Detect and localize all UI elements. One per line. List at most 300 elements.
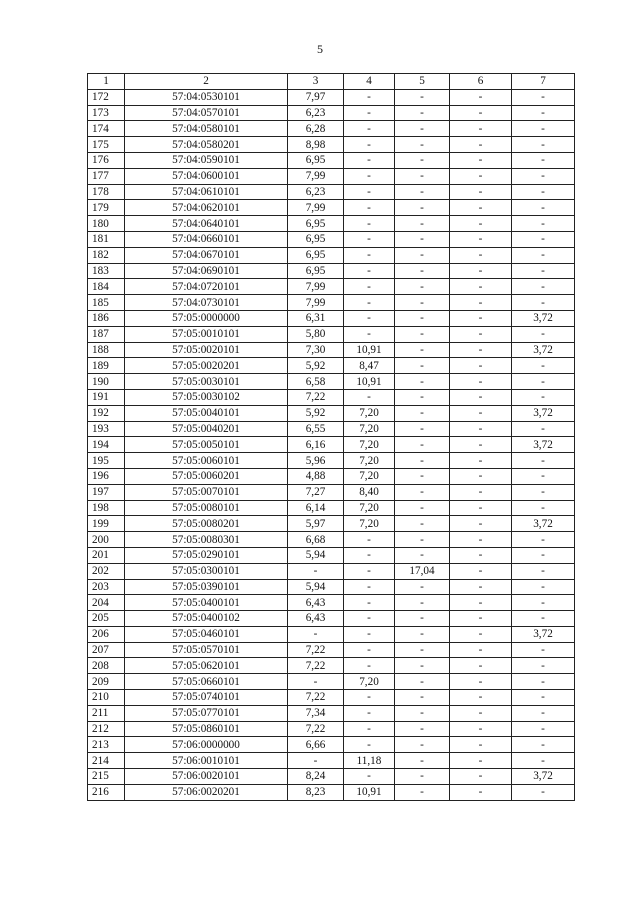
table-cell: - (450, 247, 512, 263)
table-cell: - (450, 184, 512, 200)
table-cell: 6,28 (288, 121, 344, 137)
column-header: 5 (395, 74, 450, 90)
table-cell: - (512, 326, 575, 342)
table-cell: - (395, 374, 450, 390)
table-row (88, 484, 575, 500)
table-cell: - (450, 358, 512, 374)
table-cell: 186 (88, 310, 125, 326)
table-cell: - (512, 358, 575, 374)
table-cell: 179 (88, 200, 125, 216)
table-cell: - (395, 184, 450, 200)
table-cell: 7,20 (344, 405, 395, 421)
table-cell: 5,92 (288, 405, 344, 421)
table-cell: 200 (88, 532, 125, 548)
table-cell: - (344, 547, 395, 563)
table-cell: - (512, 231, 575, 247)
table-cell: - (344, 626, 395, 642)
table-cell: 57:05:0290101 (125, 547, 288, 563)
table-cell: - (512, 563, 575, 579)
table-cell: 3,72 (512, 342, 575, 358)
table-cell: 6,68 (288, 532, 344, 548)
table-cell: - (450, 121, 512, 137)
table-cell: - (395, 753, 450, 769)
table-cell: - (395, 216, 450, 232)
table-cell: - (512, 168, 575, 184)
table-cell: 207 (88, 642, 125, 658)
table-cell: - (450, 658, 512, 674)
table-row (88, 137, 575, 153)
table-cell: - (512, 389, 575, 405)
table-cell: 57:05:0400102 (125, 611, 288, 627)
table-cell: 181 (88, 231, 125, 247)
table-cell: 6,95 (288, 247, 344, 263)
table-cell: 185 (88, 295, 125, 311)
table-cell: - (450, 579, 512, 595)
table-cell: 57:04:0690101 (125, 263, 288, 279)
table-cell: - (450, 263, 512, 279)
table-cell: 57:04:0530101 (125, 89, 288, 105)
table-cell: 57:04:0640101 (125, 216, 288, 232)
table-cell: 204 (88, 595, 125, 611)
data-table (87, 73, 575, 801)
table-cell: - (395, 137, 450, 153)
table-cell: - (395, 484, 450, 500)
table-cell: - (344, 326, 395, 342)
table-cell: - (450, 547, 512, 563)
table-cell: 57:05:0660101 (125, 674, 288, 690)
table-cell: 57:05:0060201 (125, 468, 288, 484)
table-row (88, 168, 575, 184)
table-cell: 8,98 (288, 137, 344, 153)
table-cell: 57:05:0070101 (125, 484, 288, 500)
table-row (88, 105, 575, 121)
table-cell: 7,30 (288, 342, 344, 358)
table-cell: 3,72 (512, 769, 575, 785)
table-cell: - (395, 595, 450, 611)
table-cell: 11,18 (344, 753, 395, 769)
table-cell: 57:05:0300101 (125, 563, 288, 579)
table-cell: - (395, 231, 450, 247)
table-cell: 6,95 (288, 152, 344, 168)
table-cell: - (395, 295, 450, 311)
table-cell: - (512, 216, 575, 232)
table-cell: 57:04:0720101 (125, 279, 288, 295)
table-cell: - (395, 263, 450, 279)
table-row (88, 626, 575, 642)
page-number: 5 (317, 42, 323, 56)
table-cell: - (512, 532, 575, 548)
table-cell: - (450, 421, 512, 437)
table-cell: - (512, 184, 575, 200)
table-cell: - (450, 468, 512, 484)
table-body (88, 74, 575, 801)
table-cell: 57:05:0040201 (125, 421, 288, 437)
table-cell: 3,72 (512, 437, 575, 453)
table-cell: - (344, 279, 395, 295)
column-header: 4 (344, 74, 395, 90)
table-cell: 178 (88, 184, 125, 200)
table-cell: 5,94 (288, 547, 344, 563)
table-cell: 57:06:0010101 (125, 753, 288, 769)
table-cell: - (512, 500, 575, 516)
table-cell: - (512, 658, 575, 674)
table-cell: 6,58 (288, 374, 344, 390)
table-cell: - (450, 374, 512, 390)
table-cell: - (395, 405, 450, 421)
table-cell: - (395, 500, 450, 516)
table-cell: 7,99 (288, 200, 344, 216)
table-cell: 216 (88, 784, 125, 800)
table-cell: 214 (88, 753, 125, 769)
table-cell: - (344, 389, 395, 405)
column-header: 1 (88, 74, 125, 90)
table-cell: 6,95 (288, 263, 344, 279)
table-row (88, 421, 575, 437)
table-cell: 7,97 (288, 89, 344, 105)
table-cell: 57:05:0000000 (125, 310, 288, 326)
table-cell: 57:04:0590101 (125, 152, 288, 168)
table-cell: - (450, 168, 512, 184)
table-cell: - (512, 137, 575, 153)
table-cell: 10,91 (344, 342, 395, 358)
table-row (88, 89, 575, 105)
table-row (88, 247, 575, 263)
table-cell: 173 (88, 105, 125, 121)
table-row (88, 184, 575, 200)
table-cell: 57:04:0620101 (125, 200, 288, 216)
table-cell: 7,34 (288, 705, 344, 721)
table-cell: 7,99 (288, 279, 344, 295)
table-row (88, 121, 575, 137)
table-cell: - (450, 784, 512, 800)
table-cell: 196 (88, 468, 125, 484)
table-cell: 57:05:0080101 (125, 500, 288, 516)
table-cell: 7,20 (344, 500, 395, 516)
table-cell: 57:04:0580101 (125, 121, 288, 137)
table-cell: 177 (88, 168, 125, 184)
table-cell: 188 (88, 342, 125, 358)
table-cell: - (512, 690, 575, 706)
table-cell: - (395, 453, 450, 469)
table-cell: 57:05:0040101 (125, 405, 288, 421)
table-cell: 6,95 (288, 231, 344, 247)
table-cell: 6,95 (288, 216, 344, 232)
table-cell: - (395, 247, 450, 263)
table-row (88, 358, 575, 374)
table-cell: - (512, 263, 575, 279)
table-cell: 191 (88, 389, 125, 405)
table-cell: 57:05:0460101 (125, 626, 288, 642)
table-cell: 7,20 (344, 437, 395, 453)
table-cell: 182 (88, 247, 125, 263)
table-cell: - (450, 342, 512, 358)
table-cell: 208 (88, 658, 125, 674)
table-cell: - (395, 769, 450, 785)
column-header: 6 (450, 74, 512, 90)
table-cell: - (450, 200, 512, 216)
table-row (88, 453, 575, 469)
table-cell: - (512, 295, 575, 311)
table-cell: - (395, 468, 450, 484)
table-row (88, 579, 575, 595)
table-cell: - (344, 200, 395, 216)
table-row (88, 200, 575, 216)
table-cell: 206 (88, 626, 125, 642)
table-cell: 7,22 (288, 658, 344, 674)
table-cell: 190 (88, 374, 125, 390)
table-cell: 8,23 (288, 784, 344, 800)
table-cell: 8,40 (344, 484, 395, 500)
table-cell: - (288, 626, 344, 642)
table-row (88, 737, 575, 753)
table-cell: - (344, 121, 395, 137)
table-cell: - (512, 705, 575, 721)
table-cell: 57:06:0020201 (125, 784, 288, 800)
table-cell: 5,92 (288, 358, 344, 374)
table-cell: - (450, 326, 512, 342)
table-cell: - (450, 737, 512, 753)
table-cell: - (450, 705, 512, 721)
table-cell: - (450, 453, 512, 469)
table-cell: 213 (88, 737, 125, 753)
table-cell: - (395, 674, 450, 690)
table-cell: 57:04:0600101 (125, 168, 288, 184)
table-cell: - (395, 437, 450, 453)
table-cell: 57:05:0400101 (125, 595, 288, 611)
table-cell: - (395, 642, 450, 658)
table-cell: - (395, 421, 450, 437)
table-cell: 7,22 (288, 642, 344, 658)
table-cell: 197 (88, 484, 125, 500)
table-cell: - (450, 484, 512, 500)
table-cell: - (344, 168, 395, 184)
table-cell: 6,43 (288, 595, 344, 611)
table-cell: - (450, 310, 512, 326)
table-cell: 57:05:0050101 (125, 437, 288, 453)
table-cell: 57:05:0740101 (125, 690, 288, 706)
table-cell: 8,47 (344, 358, 395, 374)
table-cell: 57:04:0580201 (125, 137, 288, 153)
table-cell: 176 (88, 152, 125, 168)
table-cell: - (512, 579, 575, 595)
table-cell: - (512, 784, 575, 800)
table-cell: - (450, 295, 512, 311)
table-cell: 5,80 (288, 326, 344, 342)
table-cell: - (395, 310, 450, 326)
column-header: 2 (125, 74, 288, 90)
table-cell: - (344, 263, 395, 279)
table-cell: - (450, 721, 512, 737)
table-row (88, 690, 575, 706)
table-cell: - (344, 769, 395, 785)
table-cell: - (512, 468, 575, 484)
table-cell: - (344, 152, 395, 168)
column-header: 7 (512, 74, 575, 90)
table-row (88, 310, 575, 326)
table-cell: - (344, 595, 395, 611)
table-row (88, 405, 575, 421)
table-cell: 194 (88, 437, 125, 453)
table-cell: - (344, 137, 395, 153)
table-cell: 57:05:0030101 (125, 374, 288, 390)
table-cell: 180 (88, 216, 125, 232)
table-row (88, 721, 575, 737)
table-cell: 3,72 (512, 405, 575, 421)
table-row (88, 658, 575, 674)
table-cell: - (395, 579, 450, 595)
table-row (88, 516, 575, 532)
table-cell: - (395, 516, 450, 532)
table-cell: 57:05:0030102 (125, 389, 288, 405)
table-cell: - (395, 547, 450, 563)
table-cell: - (450, 279, 512, 295)
table-cell: 57:06:0000000 (125, 737, 288, 753)
table-cell: 6,55 (288, 421, 344, 437)
table-cell: - (450, 753, 512, 769)
table-cell: - (450, 389, 512, 405)
table-cell: - (450, 626, 512, 642)
table-cell: - (395, 342, 450, 358)
table-cell: 6,23 (288, 105, 344, 121)
table-cell: - (344, 642, 395, 658)
table-cell: - (450, 216, 512, 232)
table-cell: - (288, 674, 344, 690)
table-cell: - (288, 753, 344, 769)
table-header-row (88, 74, 575, 90)
table-row (88, 595, 575, 611)
table-cell: - (344, 563, 395, 579)
table-cell: 3,72 (512, 310, 575, 326)
table-cell: - (512, 152, 575, 168)
table-cell: - (395, 690, 450, 706)
table-cell: - (512, 89, 575, 105)
column-header: 3 (288, 74, 344, 90)
table-cell: - (395, 152, 450, 168)
table-row (88, 547, 575, 563)
table-cell: - (512, 611, 575, 627)
table-cell: - (512, 200, 575, 216)
table-cell: - (450, 674, 512, 690)
table-cell: - (512, 674, 575, 690)
table-cell: 6,66 (288, 737, 344, 753)
table-cell: - (450, 105, 512, 121)
table-row (88, 279, 575, 295)
table-cell: 195 (88, 453, 125, 469)
table-cell: - (450, 500, 512, 516)
table-cell: - (512, 642, 575, 658)
table-cell: 209 (88, 674, 125, 690)
table-cell: 212 (88, 721, 125, 737)
table-cell: 211 (88, 705, 125, 721)
table-cell: 7,20 (344, 421, 395, 437)
table-cell: 205 (88, 611, 125, 627)
table-cell: - (450, 231, 512, 247)
table-cell: - (395, 784, 450, 800)
table-cell: - (395, 358, 450, 374)
table-cell: - (344, 89, 395, 105)
table-cell: - (450, 532, 512, 548)
table-cell: 203 (88, 579, 125, 595)
table-row (88, 216, 575, 232)
table-cell: - (450, 516, 512, 532)
table-cell: 7,22 (288, 389, 344, 405)
table-cell: - (395, 721, 450, 737)
table-cell: - (395, 105, 450, 121)
table-cell: 57:04:0670101 (125, 247, 288, 263)
table-cell: 5,97 (288, 516, 344, 532)
table-row (88, 611, 575, 627)
table-cell: - (395, 626, 450, 642)
table-cell: - (450, 437, 512, 453)
table-cell: - (512, 721, 575, 737)
table-cell: 6,43 (288, 611, 344, 627)
table-cell: - (395, 89, 450, 105)
table-cell: 57:05:0770101 (125, 705, 288, 721)
table-cell: 5,94 (288, 579, 344, 595)
table-cell: 3,72 (512, 516, 575, 532)
table-cell: - (450, 642, 512, 658)
table-cell: 192 (88, 405, 125, 421)
table-cell: - (512, 753, 575, 769)
table-cell: 57:05:0620101 (125, 658, 288, 674)
table-cell: - (395, 532, 450, 548)
table-cell: - (395, 611, 450, 627)
table-row (88, 563, 575, 579)
table-cell: - (512, 453, 575, 469)
table-cell: - (344, 705, 395, 721)
table-cell: 7,22 (288, 690, 344, 706)
table-cell: 202 (88, 563, 125, 579)
table-cell: - (344, 231, 395, 247)
table-cell: - (395, 658, 450, 674)
table-cell: 10,91 (344, 374, 395, 390)
table-cell: - (344, 295, 395, 311)
table-cell: 6,14 (288, 500, 344, 516)
table-cell: 175 (88, 137, 125, 153)
table-cell: 7,99 (288, 168, 344, 184)
table-cell: 10,91 (344, 784, 395, 800)
table-cell: 7,27 (288, 484, 344, 500)
table-cell: - (450, 152, 512, 168)
table-cell: 57:04:0660101 (125, 231, 288, 247)
table-cell: 57:05:0860101 (125, 721, 288, 737)
table-cell: - (512, 595, 575, 611)
table-row (88, 295, 575, 311)
table-cell: - (344, 690, 395, 706)
table-cell: 57:05:0010101 (125, 326, 288, 342)
table-cell: - (395, 737, 450, 753)
table-cell: - (344, 310, 395, 326)
table-cell: 57:04:0610101 (125, 184, 288, 200)
table-cell: 57:05:0060101 (125, 453, 288, 469)
table-row (88, 642, 575, 658)
table-cell: 57:05:0020201 (125, 358, 288, 374)
table-cell: - (395, 326, 450, 342)
table-cell: - (512, 484, 575, 500)
table-cell: 7,20 (344, 453, 395, 469)
table-cell: 183 (88, 263, 125, 279)
table-cell: - (450, 690, 512, 706)
table-row (88, 532, 575, 548)
table-row (88, 753, 575, 769)
table-cell: - (395, 705, 450, 721)
table-row (88, 374, 575, 390)
table-cell: 198 (88, 500, 125, 516)
table-cell: - (512, 279, 575, 295)
table-cell: 57:04:0570101 (125, 105, 288, 121)
table-cell: - (512, 737, 575, 753)
table-cell: 7,99 (288, 295, 344, 311)
